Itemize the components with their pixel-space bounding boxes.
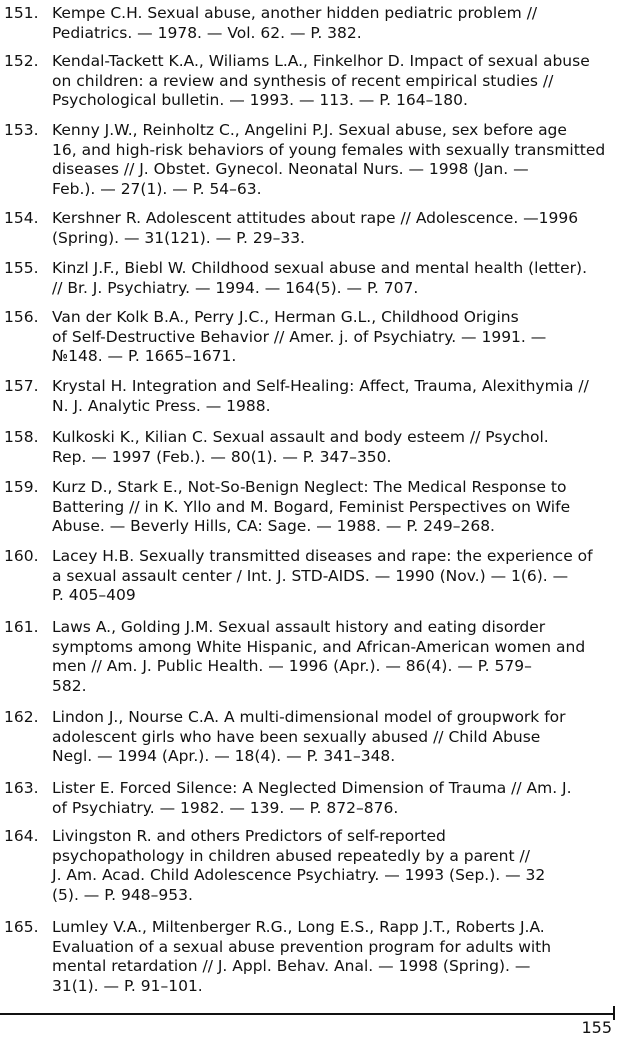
reference-number: 163. [4,779,39,797]
reference-line: Negl. — 1994 (Apr.). — 18(4). — P. 341–348. [52,747,396,765]
reference-line: P. 405–409 [52,586,136,604]
reference-line: adolescent girls who have been sexually abused // Child Abuse [52,727,541,746]
reference-number: 160. [4,547,39,565]
reference-line: Battering // in K. Yllo and M. Bogard, Feminist Perspectives on Wife [52,497,571,516]
reference-line: Abuse. — Beverly Hills, CA: Sage. — 1988. — P. 249–268. [52,517,495,535]
reference-number: 153. [4,121,39,139]
reference-number: 159. [4,478,39,496]
reference-line: on children: a review and synthesis of recent empirical studies // [52,71,554,90]
reference-number: 162. [4,708,39,726]
reference-line: Feb.). — 27(1). — P. 54–63. [52,179,262,198]
reference-line: 31(1). — P. 91–101. [52,976,203,995]
reference-line: Kempe C.H. Sexual abuse, another hidden pediatric problem // [52,4,538,22]
reference-line: 16, and high-risk behaviors of young females with sexually transmitted [52,140,606,159]
reference-number: 152. [4,52,39,70]
reference-line: mental retardation // J. Appl. Behav. Anal. — 1998 (Spring). — [52,957,531,975]
reference-line: of Self-Destructive Behavior // Amer. j. of Psychiatry. — 1991. — [52,327,547,346]
reference-line: Kendal-Tackett K.A., Wiliams L.A., Finkelhor D. Impact of sexual abuse [52,52,590,70]
reference-line: of Psychiatry. — 1982. — 139. — P. 872–876. [52,798,399,817]
reference-line: Kenny J.W., Reinholtz C., Angelini P.J. Sexual abuse, sex before age [52,121,567,139]
reference-line: men // Am. J. Public Health. — 1996 (Apr.). — 86(4). — P. 579– [52,657,532,675]
reference-line: Pediatrics. — 1978. — Vol. 62. — P. 382. [52,23,362,42]
reference-line: Lumley V.A., Miltenberger R.G., Long E.S., Rapp J.T., Roberts J.A. [52,918,545,936]
reference-line: Lindon J., Nourse C.A. A multi-dimensional model of groupwork for [52,708,566,726]
reference-line: Lister E. Forced Silence: A Neglected Dimension of Trauma // Am. J. [52,779,572,797]
reference-line: Livingston R. and others Predictors of self-reported [52,827,446,845]
page-number: 155 [581,1018,612,1037]
reference-line: psychopathology in children abused repeatedly by a parent // [52,846,530,865]
reference-line: 582. [52,676,87,695]
footer-rule [0,1013,614,1015]
reference-number: 151. [4,4,39,22]
reference-line: Rep. — 1997 (Feb.). — 80(1). — P. 347–350. [52,447,392,466]
reference-line: Kulkoski K., Kilian C. Sexual assault and body esteem // Psychol. [52,428,549,446]
footer-rule-end [613,1006,615,1020]
reference-number: 155. [4,259,39,277]
reference-number: 156. [4,308,39,326]
reference-number: 158. [4,428,39,446]
reference-line: Psychological bulletin. — 1993. — 113. — P. 164–180. [52,91,468,109]
reference-line: Laws A., Golding J.M. Sexual assault history and eating disorder [52,618,546,636]
reference-line: Kershner R. Adolescent attitudes about rape // Adolescence. —1996 [52,209,579,227]
reference-line: Krystal H. Integration and Self-Healing: Affect, Trauma, Alexithymia // [52,377,589,395]
reference-line: Van der Kolk B.A., Perry J.C., Herman G.L., Childhood Origins [52,308,519,326]
reference-line: (5). — P. 948–953. [52,885,193,904]
reference-number: 157. [4,377,39,395]
reference-line: Lacey H.B. Sexually transmitted diseases and rape: the experience of [52,547,593,565]
reference-line: Kurz D., Stark E., Not-So-Benign Neglect: The Medical Response to [52,478,567,496]
reference-line: №148. — P. 1665–1671. [52,347,237,365]
reference-line: symptoms among White Hispanic, and African-American women and [52,637,586,656]
reference-line: J. Am. Acad. Child Adolescence Psychiatry. — 1993 (Sep.). — 32 [52,866,546,884]
reference-line: a sexual assault center / Int. J. STD-AIDS. — 1990 (Nov.) — 1(6). — [52,566,569,585]
reference-number: 161. [4,618,39,636]
reference-line: diseases // J. Obstet. Gynecol. Neonatal Nurs. — 1998 (Jan. — [52,160,529,178]
reference-line: Evaluation of a sexual abuse prevention program for adults with [52,937,552,956]
reference-line: // Br. J. Psychiatry. — 1994. — 164(5). — P. 707. [52,278,419,297]
reference-number: 165. [4,918,39,936]
reference-line: (Spring). — 31(121). — P. 29–33. [52,228,305,247]
reference-line: Kinzl J.F., Biebl W. Childhood sexual abuse and mental health (letter). [52,259,588,277]
reference-line: N. J. Analytic Press. — 1988. [52,396,271,415]
reference-number: 154. [4,209,39,227]
reference-number: 164. [4,827,39,845]
